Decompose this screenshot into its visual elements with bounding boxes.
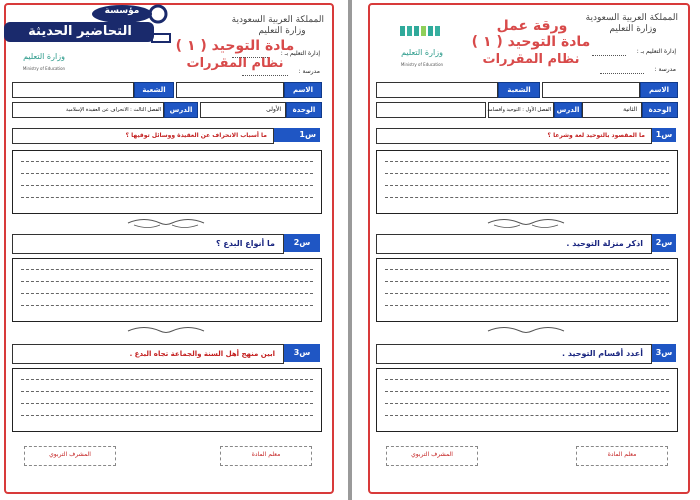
right-q1-number: س1 [652,128,676,142]
left-q3-bar [12,344,284,364]
right-kingdom-name: المملكة العربية السعودية [585,13,678,23]
right-moe-logo-en: Ministry of Education [400,62,444,67]
left-title-subject: مادة التوحيد ( ١ ) [175,38,295,54]
answer-line [385,173,669,174]
left-ornament-divider-2 [124,324,208,338]
answer-line [385,305,669,306]
brand-logo [2,4,174,44]
answer-line [21,269,313,270]
left-ornament-divider-1 [124,216,208,230]
left-supervisor-signature: المشرف التربوي [24,446,116,466]
right-q3-bar [376,344,652,364]
left-unit-field [200,102,286,118]
left-admin-dots [232,57,268,58]
left-admin-label: إدارة التعليم بـ : [280,50,320,57]
answer-line [21,173,313,174]
answer-line [21,415,313,416]
answer-line [385,379,669,380]
answer-line [385,415,669,416]
right-lesson-label: الدرس [554,102,582,118]
right-admin-label: إدارة التعليم بـ : [636,48,676,55]
answer-line [21,197,313,198]
left-moe-logo-en: Ministry of Education [22,66,66,71]
answer-line [21,293,313,294]
answer-line [21,305,313,306]
left-q3-answer-box[interactable] [12,368,322,432]
right-teacher-signature: معلم المادة [576,446,668,466]
answer-line [385,391,669,392]
left-name-field[interactable] [176,82,284,98]
left-name-label: الاسم [284,82,322,98]
right-q3-answer-box[interactable] [376,368,678,432]
left-q2-answer-box[interactable] [12,258,322,322]
right-q1-bar [376,128,652,144]
left-lesson-label: الدرس [164,102,198,118]
answer-line [21,391,313,392]
right-moe-logo-text: وزارة التعليم [401,48,443,57]
right-worksheet-page [356,0,700,500]
left-q1-number: س1 [274,128,320,142]
right-ministry-name: وزارة التعليم [609,24,657,34]
right-lesson-field [488,102,554,118]
left-teacher-signature: معلم المادة [220,446,312,466]
brand-logo-line1: مؤسسة [104,6,140,16]
right-name-field[interactable] [542,82,640,98]
brand-logo-line2: التحاضير الحديثة [28,24,132,39]
right-q1-text: ما المقصود بالتوحيد لغة وشرعا ؟ [547,132,645,139]
right-moe-logo [392,22,452,68]
moe-logo-icon [392,22,452,42]
right-q3-text: أعدد أقسام التوحيد . [562,349,643,358]
left-unit-value: الأولى [266,106,281,113]
right-q1-answer-box[interactable] [376,150,678,214]
answer-line [385,161,669,162]
right-admin-dots [592,55,626,56]
page-separator [348,0,352,500]
right-title-subject: مادة التوحيد ( ١ ) [471,34,591,50]
left-q2-bar [12,234,284,254]
left-q1-bar [12,128,274,144]
right-school-label: مدرسة : [654,66,676,73]
left-section-label: الشعبة [134,82,174,98]
right-q2-answer-box[interactable] [376,258,678,322]
answer-line [21,281,313,282]
left-unit-label: الوحدة [286,102,322,118]
left-q1-text: ما أسباب الانحراف عن العقيدة ووسائل توقيها ؟ [125,132,267,139]
right-section-label: الشعبة [498,82,540,98]
answer-line [385,269,669,270]
right-ornament-divider-1 [484,216,568,230]
left-school-dots [242,75,288,76]
left-q1-answer-box[interactable] [12,150,322,214]
right-supervisor-signature: المشرف التربوي [386,446,478,466]
left-worksheet-page [0,0,344,500]
left-q2-number: س2 [284,234,320,252]
left-lesson-value: الفصل الثالث : الانحراف عن العقيدة الإسلامية [65,107,161,113]
answer-line [385,293,669,294]
left-title-system: نظام المقررات [186,56,284,71]
left-school-label: مدرسة : [298,68,320,75]
answer-line [385,185,669,186]
right-ornament-divider-2 [484,324,568,338]
right-school-dots [600,73,644,74]
answer-line [21,403,313,404]
right-q2-number: س2 [652,234,676,252]
right-lesson-extra [376,102,486,118]
answer-line [21,161,313,162]
answer-line [21,379,313,380]
right-unit-field [582,102,642,118]
right-unit-label: الوحدة [642,102,678,118]
answer-line [385,197,669,198]
right-section-field[interactable] [376,82,498,98]
right-title-system: نظام المقررات [482,52,580,67]
right-unit-value: الثانية [623,106,637,113]
right-title-worksheet: ورقة عمل [496,18,568,34]
right-name-label: الاسم [640,82,678,98]
answer-line [385,281,669,282]
left-moe-logo-text: وزارة التعليم [23,52,65,61]
left-ministry-name: وزارة التعليم [258,26,306,36]
left-lesson-field [12,102,164,118]
right-lesson-value: الفصل الأول : التوحيد وأقسامه [487,107,551,113]
left-section-field[interactable] [12,82,134,98]
left-q3-text: ابين منهج أهل السنة والجماعة تجاه البدع . [129,350,275,358]
left-kingdom-name: المملكة العربية السعودية [231,15,324,25]
right-q2-bar [376,234,652,254]
left-q3-number: س3 [284,344,320,362]
answer-line [21,185,313,186]
left-q2-text: ما أنواع البدع ؟ [215,239,275,248]
right-q3-number: س3 [652,344,676,362]
answer-line [385,403,669,404]
right-q2-text: اذكر منزلة التوحيد . [566,239,643,248]
